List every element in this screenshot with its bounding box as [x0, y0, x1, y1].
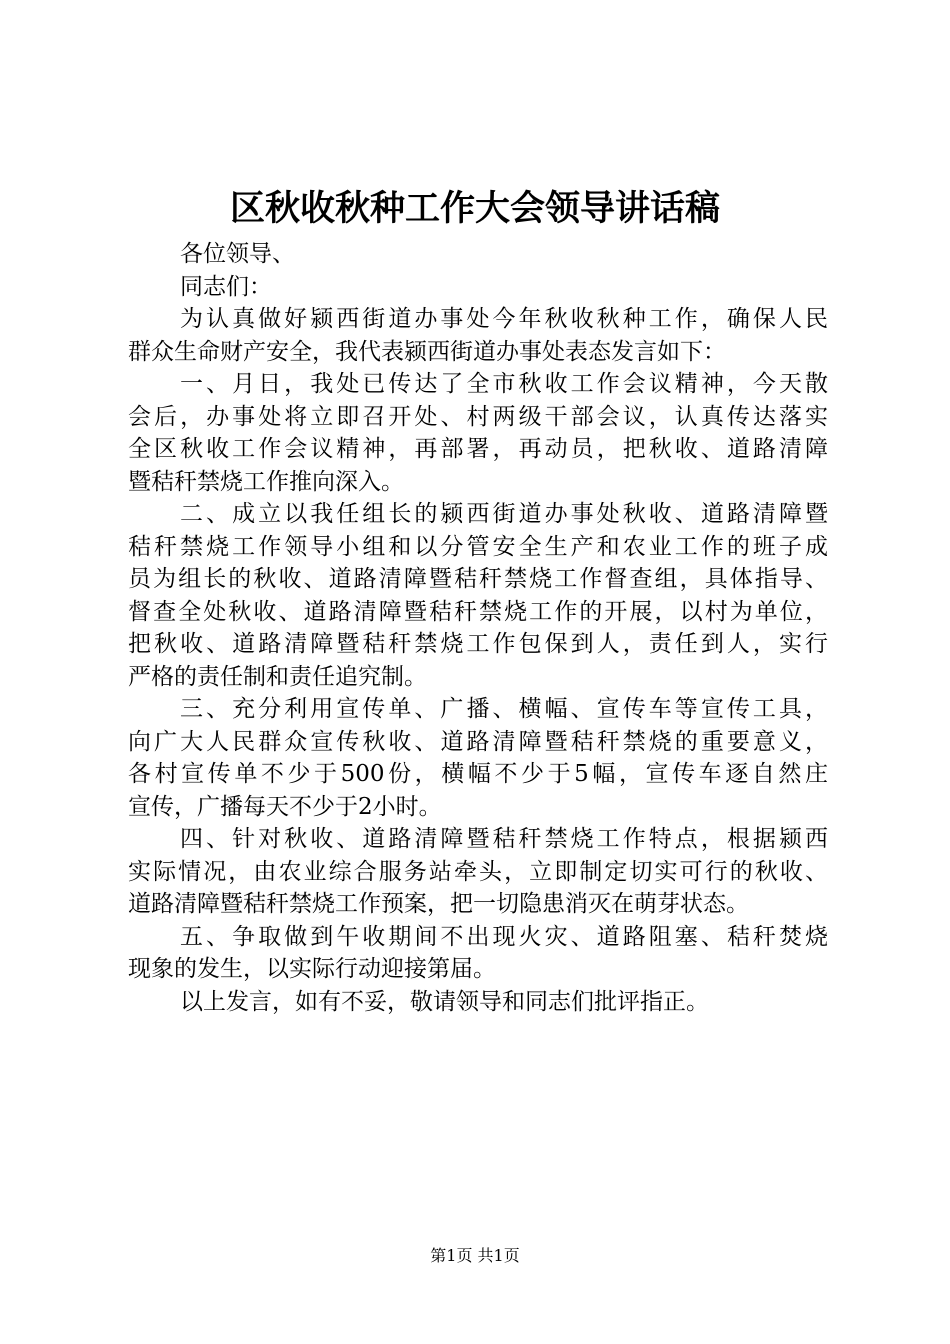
body-line: 以上发言，如有不妥，敬请领导和同志们批评指正。 — [180, 988, 709, 1015]
body-line: 四、针对秋收、道路清障暨秸秆禁烧工作特点，根据颍西 — [180, 826, 828, 852]
page-title: 区秋收秋种工作大会领导讲话稿 — [229, 188, 720, 229]
page-footer: 第1页 共1页 — [430, 1246, 520, 1265]
body-line: 实际情况，由农业综合服务站牵头，立即制定切实可行的秋收、 — [128, 858, 828, 885]
body-line: 全区秋收工作会议精神，再部署，再动员，把秋收、道路清障 — [128, 436, 828, 462]
body-line: 严格的责任制和责任追究制。 — [128, 663, 427, 690]
body-line: 会后，办事处将立即召开处、村两级干部会议，认真传达落实 — [128, 403, 828, 430]
body-line: 五、争取做到午收期间不出现火灾、道路阻塞、秸秆焚烧 — [180, 923, 828, 950]
body-line: 督查全处秋收、道路清障暨秸秆禁烧工作的开展，以村为单位， — [128, 598, 828, 625]
body-line: 为认真做好颍西街道办事处今年秋收秋种工作，确保人民 — [180, 306, 828, 332]
body-line: 各位领导、 — [180, 241, 295, 267]
body-line: 同志们： — [180, 273, 272, 300]
body-line: 暨秸秆禁烧工作推向深入。 — [128, 468, 404, 495]
body-line: 向广大人民群众宣传秋收、道路清障暨秸秆禁烧的重要意义， — [128, 728, 828, 755]
body-line: 二、成立以我任组长的颍西街道办事处秋收、道路清障暨 — [180, 501, 828, 527]
body-line: 一、月日，我处已传达了全市秋收工作会议精神，今天散 — [180, 371, 828, 397]
document-body — [128, 238, 828, 1018]
body-line: 三、充分利用宣传单、广播、横幅、宣传车等宣传工具， — [180, 696, 828, 722]
body-line: 各村宣传单不少于500份，横幅不少于5幅，宣传车逐自然庄 — [128, 761, 828, 787]
body-line: 群众生命财产安全，我代表颍西街道办事处表态发言如下： — [128, 338, 726, 365]
body-line: 员为组长的秋收、道路清障暨秸秆禁烧工作督查组，具体指导、 — [128, 566, 828, 592]
body-line: 把秋收、道路清障暨秸秆禁烧工作包保到人，责任到人，实行 — [128, 631, 828, 657]
body-line: 宣传，广播每天不少于2小时。 — [128, 793, 442, 820]
body-line: 秸秆禁烧工作领导小组和以分管安全生产和农业工作的班子成 — [128, 533, 828, 560]
body-line: 道路清障暨秸秆禁烧工作预案，把一切隐患消灭在萌芽状态。 — [128, 891, 749, 917]
body-line: 现象的发生，以实际行动迎接第届。 — [128, 956, 496, 982]
